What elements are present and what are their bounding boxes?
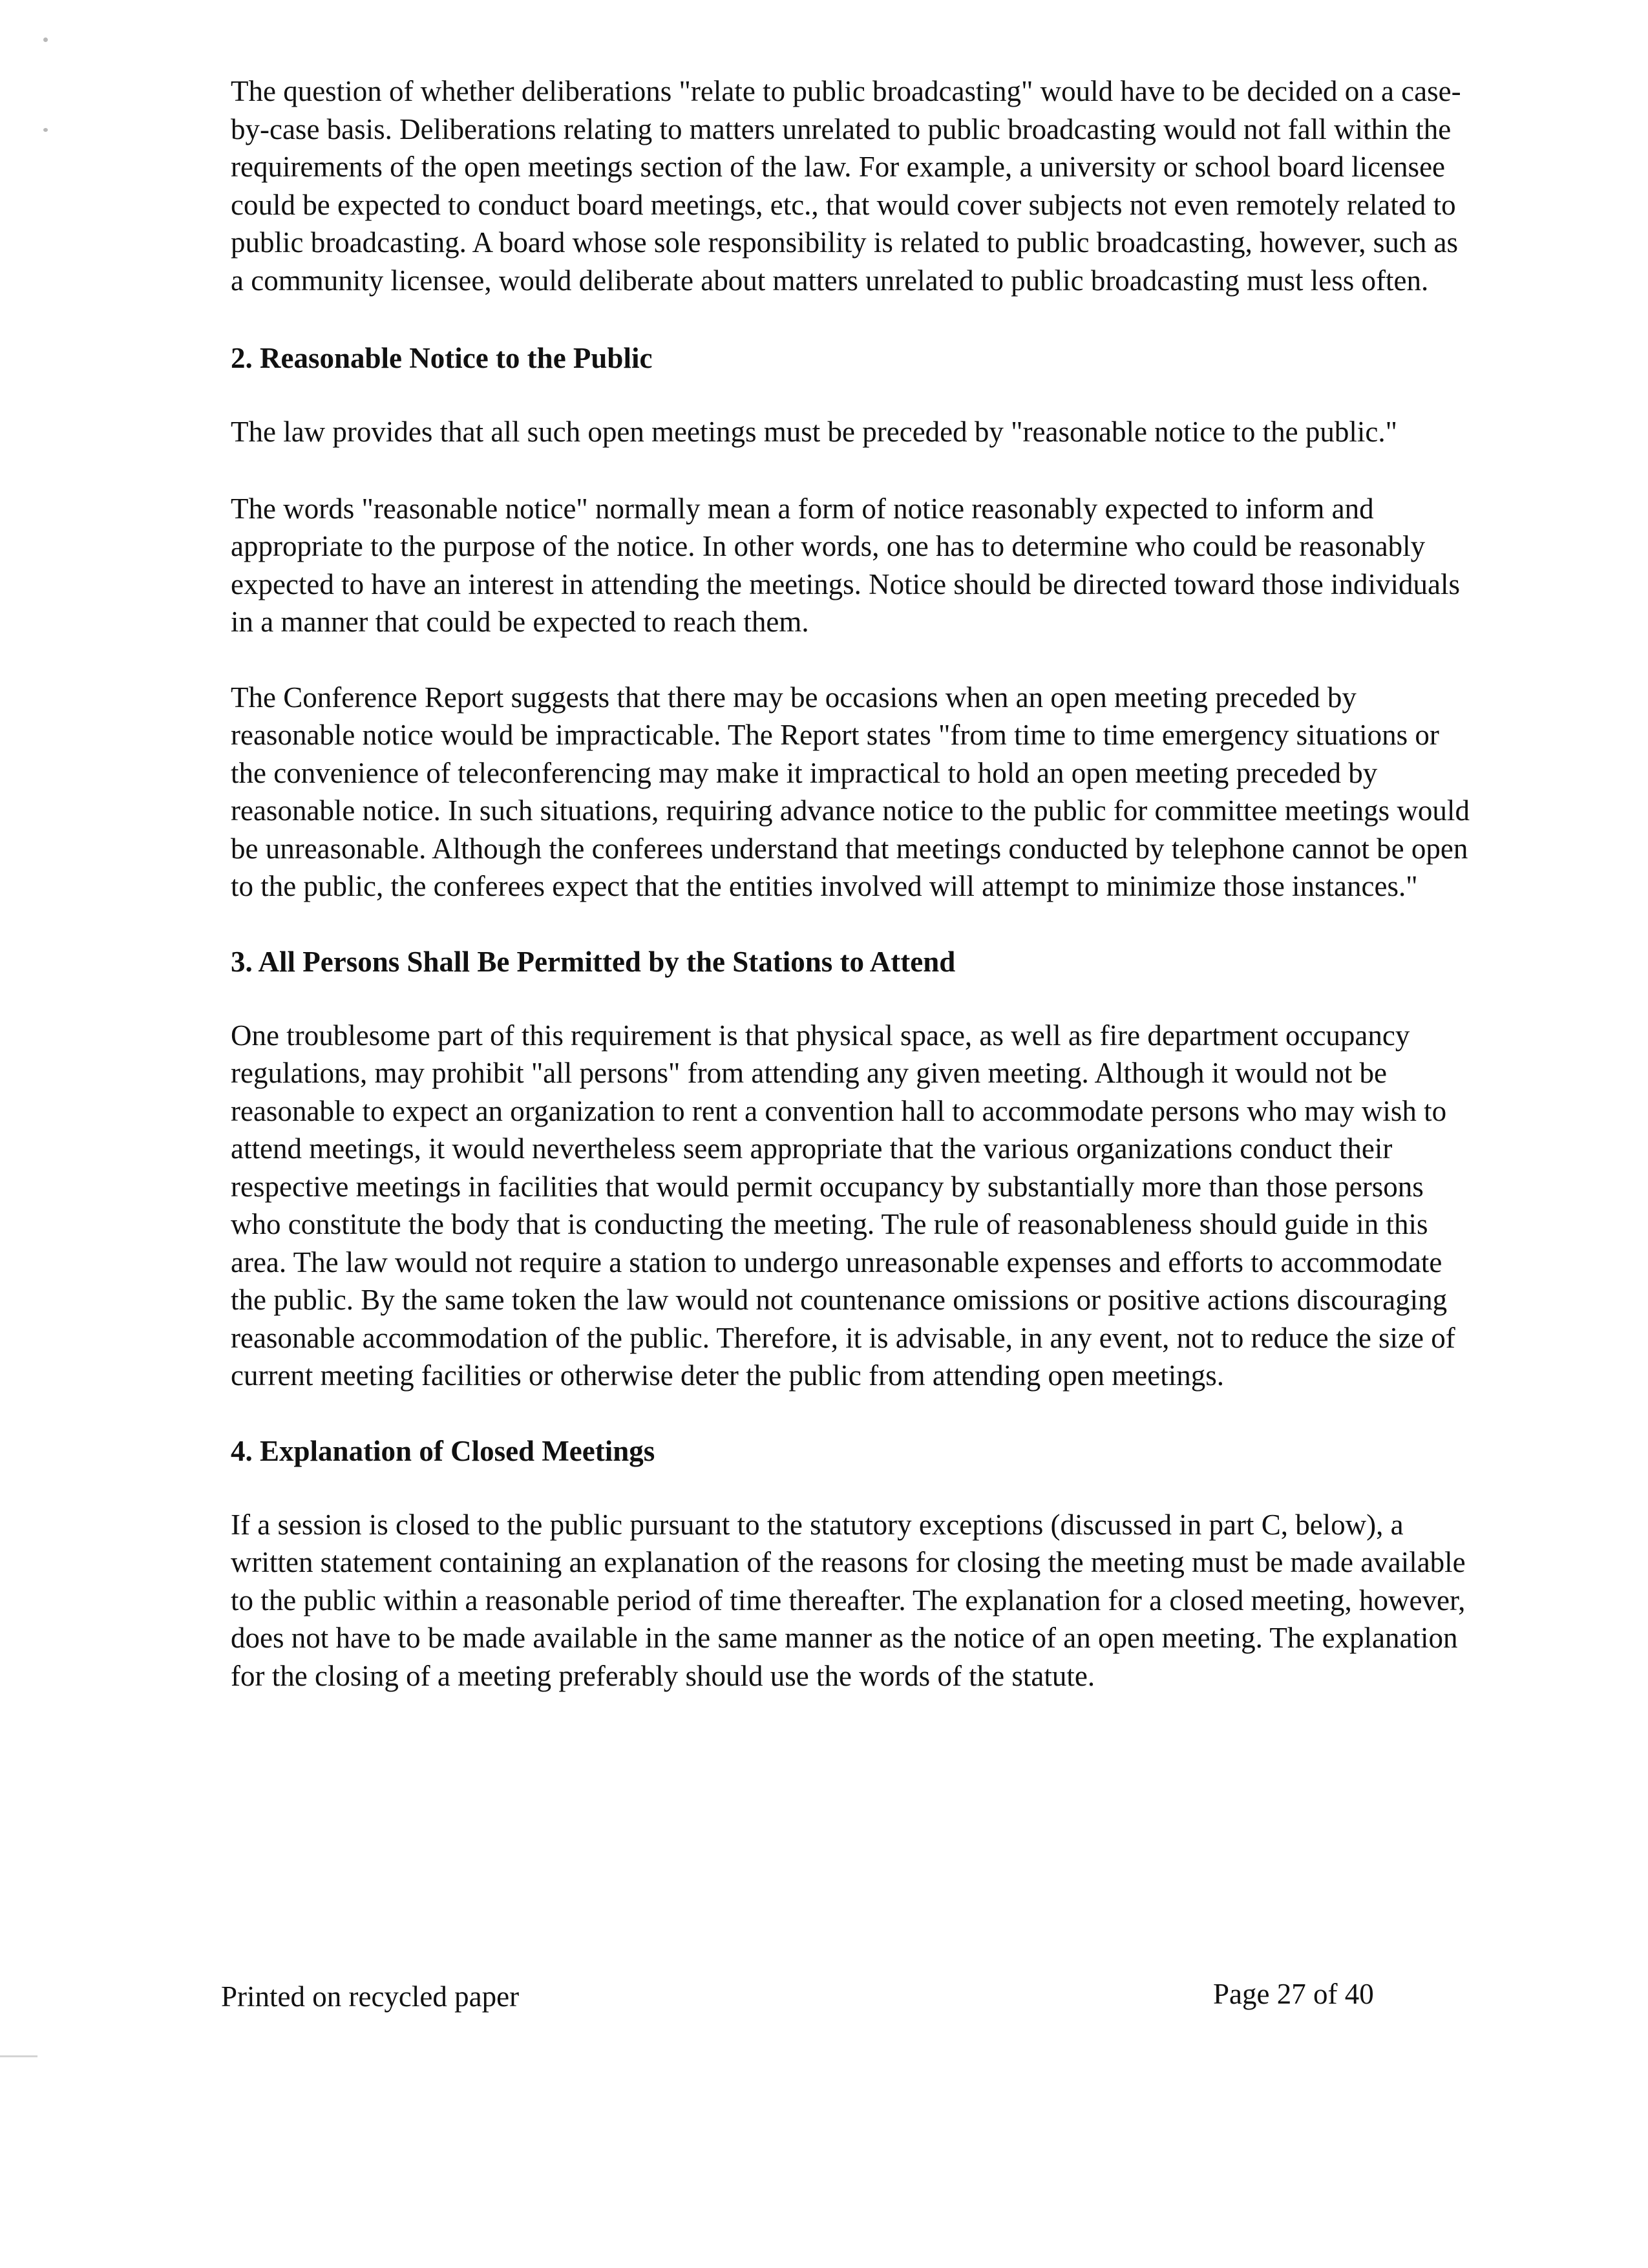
- section-paragraph: One troublesome part of this requirement is that physical space, as well as fire department occupancy regulations, may prohibit "all persons" from attending any given meeting. Although it would not be reasonable to expect an organization to rent a convention hall to accommodate persons who may wish to attend meetings, it would nevertheless seem appropriate that the various organizations conduct their respective meetings in facilities that would permit occupancy by substantially more than those persons who constitute the body that is conducting the meeting. The rule of reasonableness should guide in this area. The law would not require a station to undergo unreasonable expenses and efforts to accommodate the public. By the same token the law would not countenance omissions or positive actions discouraging reasonable accommodation of the public. Therefore, it is advisable, in any event, not to reduce the size of current meeting facilities or otherwise deter the public from attending open meetings.: [231, 1019, 1455, 1392]
- scan-edge-mark: [0, 2055, 37, 2057]
- section-paragraph: The words "reasonable notice" normally mean a form of notice reasonably expected to inform and appropriate to the purpose of the notice. In other words, one has to determine who could be reasonably expected to have an interest in attending the meetings. Notice should be directed toward those individuals in a manner that could be expected to reach them.: [231, 492, 1460, 638]
- section-paragraph: If a session is closed to the public pursuant to the statutory exceptions (discussed in part C, below), a written statement containing an explanation of the reasons for closing the meeting must be made available to the public within a reasonable period of time thereafter. The explanation for a closed meeting, however, does not have to be made available in the same manner as the notice of an open meeting. The explanation for the closing of a meeting preferably should use the words of the statute.: [231, 1508, 1466, 1692]
- scan-speck: [43, 128, 48, 132]
- intro-paragraph: The question of whether deliberations "relate to public broadcasting" would have to be decided on a case-by-case basis. Deliberations relating to matters unrelated to public broadcasting would not fall within the requirements of the open meetings section of the law. For example, a university or school board licensee could be expected to conduct board meetings, etc., that would cover subjects not even remotely related to public broadcasting. A board whose sole responsibility is related to public broadcasting, however, such as a community licensee, would deliberate about matters unrelated to public broadcasting must less often.: [231, 75, 1461, 297]
- footer-recycled-note: Printed on recycled paper: [221, 1980, 520, 2013]
- scan-speck: [43, 37, 48, 42]
- document-body: [231, 72, 1478, 1695]
- section-heading-reasonable-notice: 2. Reasonable Notice to the Public: [231, 342, 653, 374]
- section-paragraph: The law provides that all such open meetings must be preceded by "reasonable notice to the public.": [231, 416, 1397, 448]
- section-heading-closed-meetings: 4. Explanation of Closed Meetings: [231, 1434, 655, 1467]
- section-heading-all-persons: 3. All Persons Shall Be Permitted by the Stations to Attend: [231, 945, 956, 978]
- page-number: Page 27 of 40: [1213, 1978, 1374, 2010]
- section-paragraph: The Conference Report suggests that there may be occasions when an open meeting preceded by reasonable notice would be impracticable. The Report states "from time to time emergency situations or the convenience of teleconferencing may make it impractical to hold an open meeting preceded by reasonable notice. In such situations, requiring advance notice to the public for committee meetings would be unreasonable. Although the conferees understand that meetings conducted by telephone cannot be open to the public, the conferees expect that the entities involved will attempt to minimize those instances.": [231, 681, 1470, 902]
